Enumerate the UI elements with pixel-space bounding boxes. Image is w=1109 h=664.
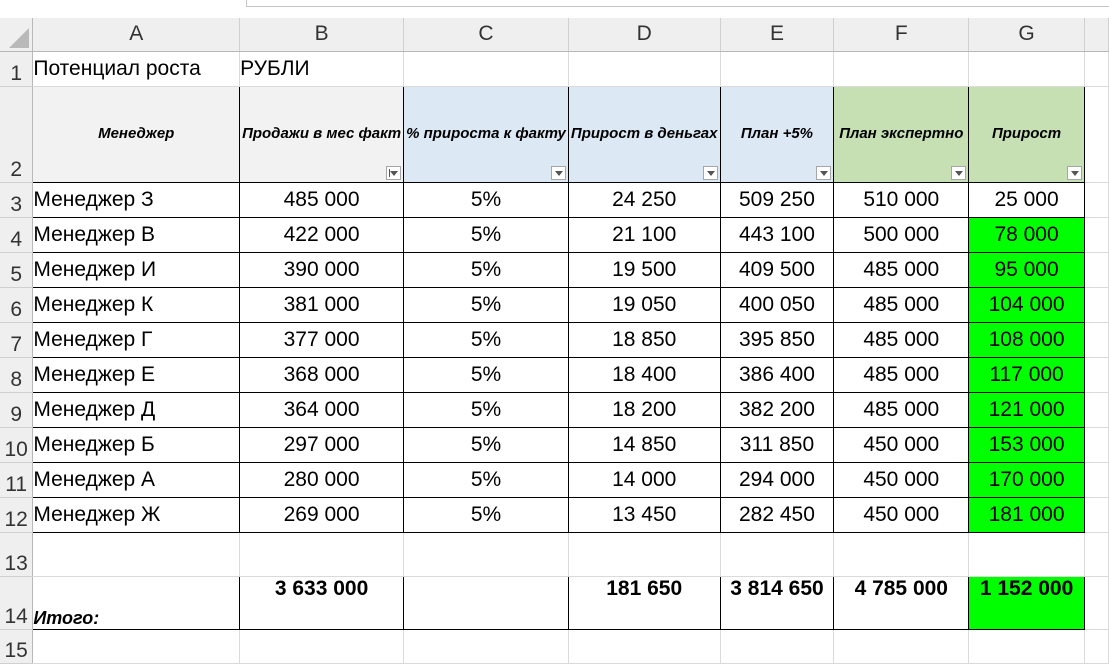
cell-a15[interactable] — [33, 629, 240, 663]
header-growth-label: Прирост — [991, 125, 1062, 142]
cell-growth[interactable]: 95 000 — [969, 252, 1085, 287]
header-growth-pct-label: % прироста к факту — [406, 125, 566, 142]
cell-h13[interactable] — [1084, 532, 1108, 576]
cell-plan5[interactable]: 382 200 — [720, 392, 834, 427]
cell-growth-pct[interactable]: 5% — [404, 217, 569, 252]
header-sales[interactable] — [240, 86, 404, 182]
cell-h1[interactable] — [1084, 51, 1108, 86]
column-header-f[interactable]: F — [834, 18, 969, 51]
cell-manager[interactable]: Менеджер Ж — [33, 497, 240, 532]
table-row — [0, 427, 1109, 462]
total-label[interactable]: Итого: — [33, 576, 240, 629]
cell-h[interactable] — [1084, 427, 1108, 462]
row-header-15[interactable]: 15 — [0, 629, 33, 663]
total-growth[interactable]: 1 152 000 — [969, 576, 1085, 629]
cell-plan5[interactable]: 386 400 — [720, 357, 834, 392]
cell-sales[interactable]: 422 000 — [240, 217, 404, 252]
cell-e15[interactable] — [720, 629, 834, 663]
cell-growth-pct[interactable]: 5% — [404, 252, 569, 287]
cell-h15[interactable] — [1084, 629, 1108, 663]
table-row — [0, 182, 1109, 217]
cell-h[interactable] — [1084, 392, 1108, 427]
row-header-4[interactable]: 4 — [0, 217, 33, 252]
cell-plan-expert[interactable]: 485 000 — [834, 252, 969, 287]
row-header-13[interactable]: 13 — [0, 532, 33, 576]
cell-plan5[interactable]: 311 850 — [720, 427, 834, 462]
cell-growth-money[interactable]: 19 500 — [568, 252, 720, 287]
cell-sales[interactable]: 297 000 — [240, 427, 404, 462]
select-all-corner[interactable] — [0, 18, 33, 51]
cell-sales[interactable]: 280 000 — [240, 462, 404, 497]
total-sales[interactable]: 3 633 000 — [240, 576, 404, 629]
cell-plan5[interactable]: 509 250 — [720, 182, 834, 217]
cell-growth-pct[interactable]: 5% — [404, 427, 569, 462]
cell-plan-expert[interactable]: 485 000 — [834, 357, 969, 392]
filter-dropdown-icon[interactable] — [951, 166, 966, 180]
cell-f13[interactable] — [834, 532, 969, 576]
header-growth[interactable] — [969, 86, 1085, 182]
row-header-12[interactable]: 12 — [0, 497, 33, 532]
cell-growth[interactable]: 170 000 — [969, 462, 1085, 497]
cell-growth[interactable]: 153 000 — [969, 427, 1085, 462]
cell-c15[interactable] — [404, 629, 569, 663]
select-all-triangle-icon — [9, 28, 29, 48]
cell-plan-expert[interactable]: 485 000 — [834, 392, 969, 427]
header-manager[interactable] — [33, 86, 240, 182]
cell-growth-money[interactable]: 18 850 — [568, 322, 720, 357]
table-row — [0, 357, 1109, 392]
cell-manager[interactable]: Менеджер В — [33, 217, 240, 252]
total-pct[interactable] — [404, 576, 569, 629]
cell-growth[interactable]: 117 000 — [969, 357, 1085, 392]
cell-plan5[interactable]: 395 850 — [720, 322, 834, 357]
cell-growth-pct[interactable]: 5% — [404, 322, 569, 357]
cell-plan-expert[interactable]: 450 000 — [834, 462, 969, 497]
header-manager-label: Менеджер — [98, 125, 175, 142]
cell-plan-expert[interactable]: 450 000 — [834, 497, 969, 532]
cell-g13[interactable] — [969, 532, 1085, 576]
row-header-6[interactable]: 6 — [0, 287, 33, 322]
cell-h[interactable] — [1084, 287, 1108, 322]
table-row — [0, 462, 1109, 497]
cell-growth-money[interactable]: 14 000 — [568, 462, 720, 497]
row-header-10[interactable]: 10 — [0, 427, 33, 462]
cell-b1[interactable]: РУБЛИ — [240, 51, 404, 86]
cell-b13[interactable] — [240, 532, 404, 576]
table-row — [0, 497, 1109, 532]
cell-e13[interactable] — [720, 532, 834, 576]
cell-plan5[interactable]: 400 050 — [720, 287, 834, 322]
cell-growth-pct[interactable]: 5% — [404, 357, 569, 392]
cell-sales[interactable]: 485 000 — [240, 182, 404, 217]
cell-h[interactable] — [1084, 497, 1108, 532]
cell-sales[interactable]: 364 000 — [240, 392, 404, 427]
cell-manager[interactable]: Менеджер И — [33, 252, 240, 287]
table-row — [0, 252, 1109, 287]
cell-plan-expert[interactable]: 485 000 — [834, 322, 969, 357]
cell-growth[interactable]: 78 000 — [969, 217, 1085, 252]
row-header-7[interactable]: 7 — [0, 322, 33, 357]
cell-plan5[interactable]: 409 500 — [720, 252, 834, 287]
cell-f1[interactable] — [834, 51, 969, 86]
header-plan5[interactable] — [720, 86, 834, 182]
cell-c1[interactable] — [404, 51, 569, 86]
column-header-g[interactable]: G — [969, 18, 1085, 51]
header-growth-money-label: Прирост в деньгах — [570, 125, 718, 142]
cell-h[interactable] — [1084, 182, 1108, 217]
row-header-3[interactable]: 3 — [0, 182, 33, 217]
table-row — [0, 322, 1109, 357]
row-header-8[interactable]: 8 — [0, 357, 33, 392]
header-growth-money[interactable] — [568, 86, 720, 182]
header-plan5-label: План +5% — [740, 125, 814, 142]
cell-growth-pct[interactable]: 5% — [404, 392, 569, 427]
cell-plan-expert[interactable]: 500 000 — [834, 217, 969, 252]
table-row — [0, 392, 1109, 427]
column-header-c[interactable]: C — [404, 18, 569, 51]
cell-growth[interactable]: 121 000 — [969, 392, 1085, 427]
cell-h[interactable] — [1084, 462, 1108, 497]
cell-h[interactable] — [1084, 357, 1108, 392]
row-header-11[interactable]: 11 — [0, 462, 33, 497]
cell-f15[interactable] — [834, 629, 969, 663]
cell-manager[interactable]: Менеджер К — [33, 287, 240, 322]
cell-d15[interactable] — [568, 629, 720, 663]
total-money[interactable]: 181 650 — [568, 576, 720, 629]
cell-manager[interactable]: Менеджер Г — [33, 322, 240, 357]
cell-growth[interactable]: 108 000 — [969, 322, 1085, 357]
cell-growth-money[interactable]: 14 850 — [568, 427, 720, 462]
cell-sales[interactable]: 377 000 — [240, 322, 404, 357]
cell-manager[interactable]: Менеджер Б — [33, 427, 240, 462]
cell-growth-pct[interactable]: 5% — [404, 182, 569, 217]
column-header-b[interactable]: B — [240, 18, 404, 51]
header-plan-expert-label: План экспертно — [839, 125, 964, 142]
column-header-e[interactable]: E — [720, 18, 834, 51]
table-row — [0, 287, 1109, 322]
cell-plan-expert[interactable]: 485 000 — [834, 287, 969, 322]
cell-a13[interactable] — [33, 532, 240, 576]
header-plan-expert[interactable] — [834, 86, 969, 182]
table-row — [0, 217, 1109, 252]
cell-growth-money[interactable]: 18 200 — [568, 392, 720, 427]
column-header-a[interactable]: A — [33, 18, 240, 51]
cell-growth-pct[interactable]: 5% — [404, 287, 569, 322]
header-growth-pct[interactable] — [404, 86, 569, 182]
cell-h[interactable] — [1084, 252, 1108, 287]
top-strip — [0, 0, 1109, 18]
cell-sales[interactable]: 381 000 — [240, 287, 404, 322]
total-plan5[interactable]: 3 814 650 — [720, 576, 834, 629]
cell-sales[interactable]: 269 000 — [240, 497, 404, 532]
header-sales-label: Продажи в мес факт — [242, 125, 402, 142]
cell-growth-money[interactable]: 24 250 — [568, 182, 720, 217]
sort-descending-icon[interactable] — [386, 166, 401, 180]
cell-plan5[interactable]: 282 450 — [720, 497, 834, 532]
cell-manager[interactable]: Менеджер А — [33, 462, 240, 497]
filter-dropdown-icon[interactable] — [816, 166, 831, 180]
cell-manager[interactable]: Менеджер Д — [33, 392, 240, 427]
cell-plan5[interactable]: 443 100 — [720, 217, 834, 252]
formula-bar-edge[interactable] — [246, 0, 1109, 7]
cell-growth[interactable]: 104 000 — [969, 287, 1085, 322]
cell-h14[interactable] — [1084, 576, 1108, 629]
cell-sales[interactable]: 390 000 — [240, 252, 404, 287]
cell-c13[interactable] — [404, 532, 569, 576]
cell-h[interactable] — [1084, 217, 1108, 252]
cell-plan5[interactable]: 294 000 — [720, 462, 834, 497]
cell-growth-money[interactable]: 19 050 — [568, 287, 720, 322]
cell-growth-money[interactable]: 21 100 — [568, 217, 720, 252]
cell-growth[interactable]: 25 000 — [969, 182, 1085, 217]
cell-a1[interactable]: Потенциал роста — [33, 51, 240, 86]
cell-b15[interactable] — [240, 629, 404, 663]
spreadsheet-grid — [0, 18, 1109, 664]
cell-plan-expert[interactable]: 510 000 — [834, 182, 969, 217]
cell-e1[interactable] — [720, 51, 834, 86]
cell-plan-expert[interactable]: 450 000 — [834, 427, 969, 462]
cell-growth[interactable]: 181 000 — [969, 497, 1085, 532]
cell-g1[interactable] — [969, 51, 1085, 86]
cell-h2[interactable] — [1084, 86, 1108, 182]
filter-dropdown-icon[interactable] — [551, 166, 566, 180]
row-header-9[interactable]: 9 — [0, 392, 33, 427]
cell-g15[interactable] — [969, 629, 1085, 663]
cell-manager[interactable]: Менеджер Е — [33, 357, 240, 392]
row-header-5[interactable]: 5 — [0, 252, 33, 287]
cell-growth-money[interactable]: 13 450 — [568, 497, 720, 532]
cell-d13[interactable] — [568, 532, 720, 576]
column-header-h[interactable] — [1084, 18, 1108, 51]
filter-dropdown-icon[interactable] — [703, 166, 718, 180]
cell-growth-pct[interactable]: 5% — [404, 462, 569, 497]
total-plan-expert[interactable]: 4 785 000 — [834, 576, 969, 629]
filter-dropdown-icon[interactable] — [1067, 166, 1082, 180]
row-header-1[interactable]: 1 — [0, 51, 33, 86]
cell-sales[interactable]: 368 000 — [240, 357, 404, 392]
row-header-2[interactable]: 2 — [0, 86, 33, 182]
cell-growth-money[interactable]: 18 400 — [568, 357, 720, 392]
row-header-14[interactable]: 14 — [0, 576, 33, 629]
cell-manager[interactable]: Менеджер З — [33, 182, 240, 217]
column-header-d[interactable]: D — [568, 18, 720, 51]
cell-growth-pct[interactable]: 5% — [404, 497, 569, 532]
cell-d1[interactable] — [568, 51, 720, 86]
cell-h[interactable] — [1084, 322, 1108, 357]
